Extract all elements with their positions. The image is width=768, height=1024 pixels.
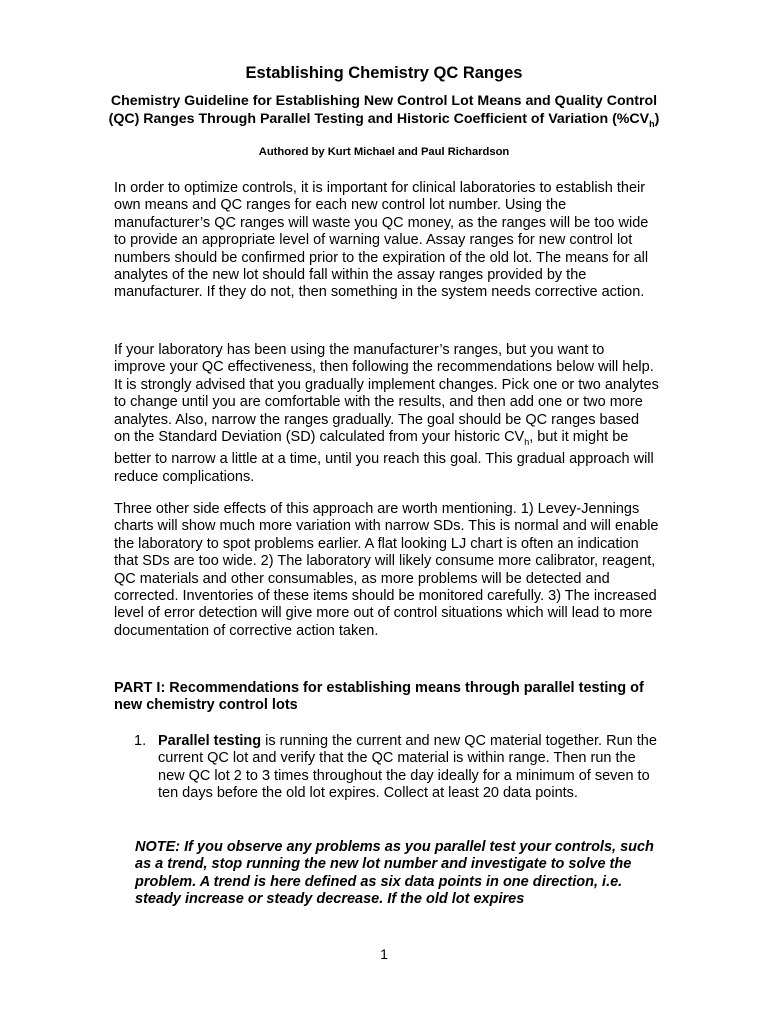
paragraph-recommendations <box>114 342 659 486</box>
list-item-text: is running the current and new QC material together. Run the current QC lot and verify that the QC material is within range. Then run the new QC lot 2 to 3 times throughout the day ideally for a minimum of seven to ten days before the old lot expires. Collect at least 20 data points. <box>158 733 657 802</box>
authors-line: Authored by Kurt Michael and Paul Richardson <box>258 146 510 158</box>
subtitle-text: Chemistry Guideline for Establishing New Control Lot Means and Quality Control (QC) Ranges Through Parallel Testing and Historic Coefficient of Variation (%CV <box>108 93 658 127</box>
paragraph2-text-b: , but it might be better to narrow a little at a time, until you reach this goal. This gradual approach will reduce complications. <box>114 429 654 485</box>
list-item-number: 1. <box>134 733 147 749</box>
paragraph-intro: In order to optimize controls, it is important for clinical laboratories to establish their own means and QC ranges for each new control lot number. Using the manufacturer’s QC ranges will waste you QC money, as the ranges will be too wide to provide an appropriate level of warning value. Assay ranges for new control lot numbers should be confirmed prior to the expiration of the old lot. The means for all analytes of the new lot should fall within the assay ranges provided by the manufacturer. If they do not, then something in the system needs corrective action. <box>114 180 649 301</box>
note-paragraph: NOTE: If you observe any problems as you parallel test your controls, such as a trend, stop running the new lot number and investigate to solve the problem. A trend is here defined as six data points in one direction, i.e. steady increase or steady decrease. If the old lot expires <box>135 839 654 908</box>
document-subtitle <box>100 92 668 133</box>
subtitle-closing: ) <box>654 111 660 127</box>
paragraph2-text-a: If your laboratory has been using the manufacturer’s ranges, but you want to improve your QC effectiveness, then following the recommendations below will help. It is strongly advised that you gradually implement changes. Pick one or two analytes to change until you are comfortable with the results, and then add one or two more analytes. Also, narrow the ranges gradually. The goal should be QC ranges based on the Standard Deviation (SD) calculated from your historic CV <box>114 342 659 446</box>
document-title: Establishing Chemistry QC Ranges <box>245 64 523 82</box>
paragraph2-subscript: h <box>524 436 530 447</box>
page-number: 1 <box>380 946 388 962</box>
list-item-term: Parallel testing <box>158 733 262 749</box>
paragraph-side-effects: Three other side effects of this approach are worth mentioning. 1) Levey-Jennings charts will show much more variation with narrow SDs. This is normal and will enable the laboratory to spot problems earlier. A flat looking LJ chart is often an indication that SDs are too wide. 2) The laboratory will likely consume more calibrator, reagent, QC materials and other consumables, as more problems will be detected and corrected. Inventories of these items should be monitored carefully. 3) The increased level of error detection will give more out of control situations which will lead to more documentation of corrective action taken. <box>114 501 659 639</box>
part-one-heading: PART I: Recommendations for establishing means through parallel testing of new chemistry control lots <box>114 680 644 714</box>
subtitle-subscript: h <box>649 118 655 129</box>
list-item-body <box>158 733 659 803</box>
